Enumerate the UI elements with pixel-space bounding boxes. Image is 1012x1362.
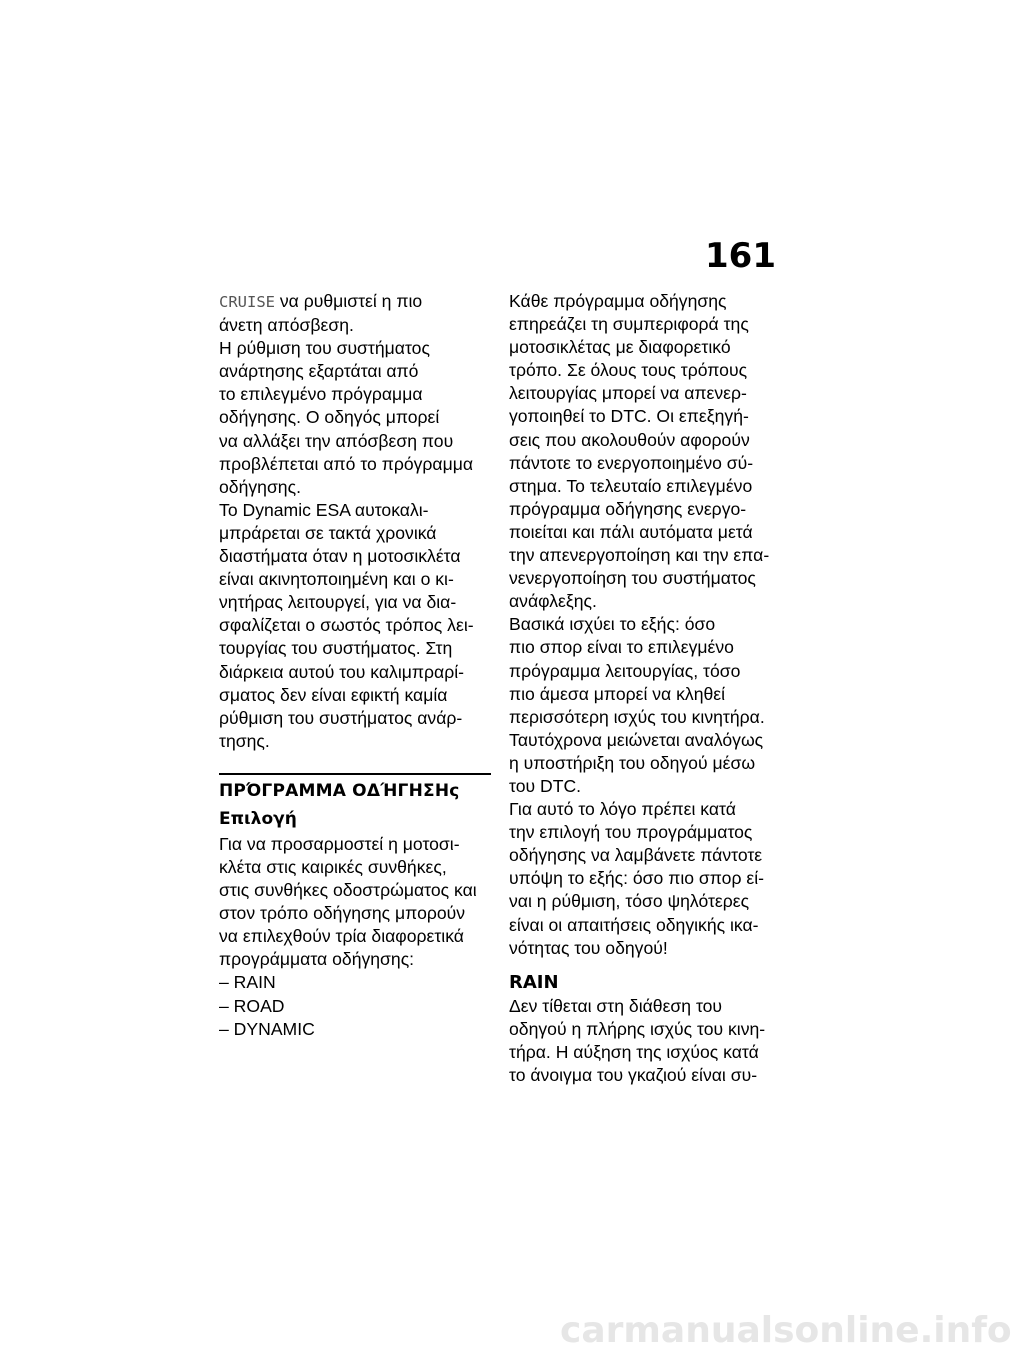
text-line: να αλλάξει την απόσβεση που [219, 430, 454, 451]
text-line: μπράρεται σε τακτά χρονικά [219, 522, 437, 543]
text-line: η υποστήριξη του οδηγού μέσω [509, 752, 756, 773]
paragraph-dynamic-esa [219, 499, 494, 753]
text-line: νητήρας λειτουργεί, για να δια- [219, 592, 457, 613]
text-line: τήρα. Η αύξηση της ισχύος κατά [509, 1041, 759, 1062]
paragraph-warning [509, 798, 794, 960]
text-line: να επιλεχθούν τρία διαφορετικά [219, 926, 464, 947]
text-line: οδηγού η πλήρης ισχύς του κινη- [509, 1018, 766, 1039]
text-line: Βασικά ισχύει το εξής: όσο [509, 614, 716, 635]
text-line: οδήγησης. Ο οδηγός μπορεί [219, 407, 440, 428]
text-line: Δεν τίθεται στη διάθεση του [509, 995, 723, 1016]
text-line: το επιλεγμένο πρόγραμμα [219, 384, 423, 405]
text-line: υπόψη το εξής: όσο πιο σπορ εί- [509, 868, 764, 889]
text-line: είναι οι απαιτήσεις οδηγικής ικα- [509, 914, 759, 935]
paragraph-cruise: CRUISE να ρυθμιστεί η πιο άνετη απόσβεση. Η ρύθμιση του συστήματος ανάρτησης εξαρτάται από το επιλεγμένο πρόγραμμα οδήγησης. Ο οδηγός μπορεί να αλλάξει την απόσβεση που προβλέπεται από το πρόγραμμα οδήγησης. [219, 290, 494, 499]
paragraph-basics [509, 613, 794, 798]
list-item: – RAIN [219, 972, 276, 993]
text-line: πιο σπορ είναι το επιλεγμένο [509, 637, 734, 658]
text-line: ρύθμιση του συστήματος ανάρ- [219, 707, 463, 728]
left-column [219, 290, 494, 1041]
text-line: λειτουργίας μπορεί να απενερ- [509, 383, 747, 404]
section-divider [219, 773, 491, 775]
text-line: νενεργοποίηση του συστήματος [509, 568, 756, 589]
text-line: επηρεάζει τη συμπεριφορά της [509, 314, 749, 335]
text-line: πρόγραμμα οδήγησης ενεργο- [509, 498, 747, 519]
text-line: οδήγησης. [219, 476, 301, 497]
watermark: carmanualsonline.info [560, 1310, 1012, 1351]
text-line: είναι ακινητοποιημένη και ο κι- [219, 569, 454, 590]
right-column [509, 290, 794, 1087]
text-line: πάντοτε το ενεργοποιημένο σύ- [509, 452, 754, 473]
text-line: προγράμματα οδήγησης: [219, 949, 415, 970]
paragraph-rain [509, 995, 794, 1087]
list-item: – DYNAMIC [219, 1018, 315, 1039]
text-line: γοποιηθεί το DTC. Οι επεξηγή- [509, 406, 749, 427]
text-line: Κάθε πρόγραμμα οδήγησης [509, 291, 727, 311]
rain-heading: RAIN [509, 971, 559, 993]
paragraph-selection [219, 833, 494, 1041]
text-line: στημα. Το τελευταίο επιλεγμένο [509, 475, 753, 496]
paragraph-programs [509, 290, 794, 613]
text-line: στις συνθήκες οδοστρώματος και [219, 880, 477, 901]
text-line: στον τρόπο οδήγησης μπορούν [219, 903, 466, 924]
text-line: πιο άμεσα μπορεί να κληθεί [509, 683, 726, 704]
page-number: 161 [705, 236, 776, 276]
subheading-selection: Επιλογή [219, 808, 297, 829]
text-line: του DTC. [509, 775, 582, 796]
section-heading: ΠΡΌΓΡΑΜΜΑ ΟΔΉΓΗΣΗς [219, 780, 460, 801]
text-line: πρόγραμμα λειτουργίας, τόσο [509, 660, 741, 681]
text-line: τουργίας του συστήματος. Στη [219, 638, 453, 659]
text-line: διάρκεια αυτού του καλιμπραρί- [219, 661, 464, 682]
text-line: τρόπο. Σε όλους τους τρόπους [509, 360, 748, 381]
code-cruise: CRUISE [219, 293, 275, 311]
text-line: κλέτα στις καιρικές συνθήκες, [219, 856, 447, 877]
text-line: ποιείται και πάλι αυτόματα μετά [509, 521, 753, 542]
text-line: νότητας του οδηγού! [509, 937, 668, 958]
text-line: ναι η ρύθμιση, τόσο ψηλότερες [509, 891, 750, 912]
text-line: περισσότερη ισχύς του κινητήρα. [509, 706, 765, 727]
text-line: σφαλίζεται ο σωστός τρόπος λει- [219, 615, 474, 636]
text-line: ανάφλεξης. [509, 591, 597, 612]
text-line: ανάρτησης εξαρτάται από [219, 361, 419, 382]
text-line: Για αυτό το λόγο πρέπει κατά [509, 799, 736, 820]
text-line: σεις που ακολουθούν αφορούν [509, 429, 750, 450]
text-line: τησης. [219, 730, 270, 751]
text-line: την απενεργοποίηση και την επα- [509, 545, 770, 566]
text-line: Ταυτόχρονα μειώνεται αναλόγως [509, 729, 764, 750]
text-line: Το Dynamic ESA αυτοκαλι- [219, 499, 429, 520]
text-line: άνετη απόσβεση. [219, 315, 354, 336]
list-item: – ROAD [219, 995, 285, 1016]
text-line: μοτοσικλέτας με διαφορετικό [509, 337, 731, 358]
text-line: Η ρύθμιση του συστήματος [219, 338, 430, 359]
text-line: την επιλογή του προγράμματος [509, 822, 753, 843]
text-line: προβλέπεται από το πρόγραμμα [219, 453, 474, 474]
text-line: σματος δεν είναι εφικτή καμία [219, 684, 448, 705]
text-line: διαστήματα όταν η μοτοσικλέτα [219, 546, 461, 567]
text-line: οδήγησης να λαμβάνετε πάντοτε [509, 845, 763, 866]
text-line: Για να προσαρμοστεί η μοτοσι- [219, 833, 460, 854]
text-line: το άνοιγμα του γκαζιού είναι συ- [509, 1065, 758, 1085]
